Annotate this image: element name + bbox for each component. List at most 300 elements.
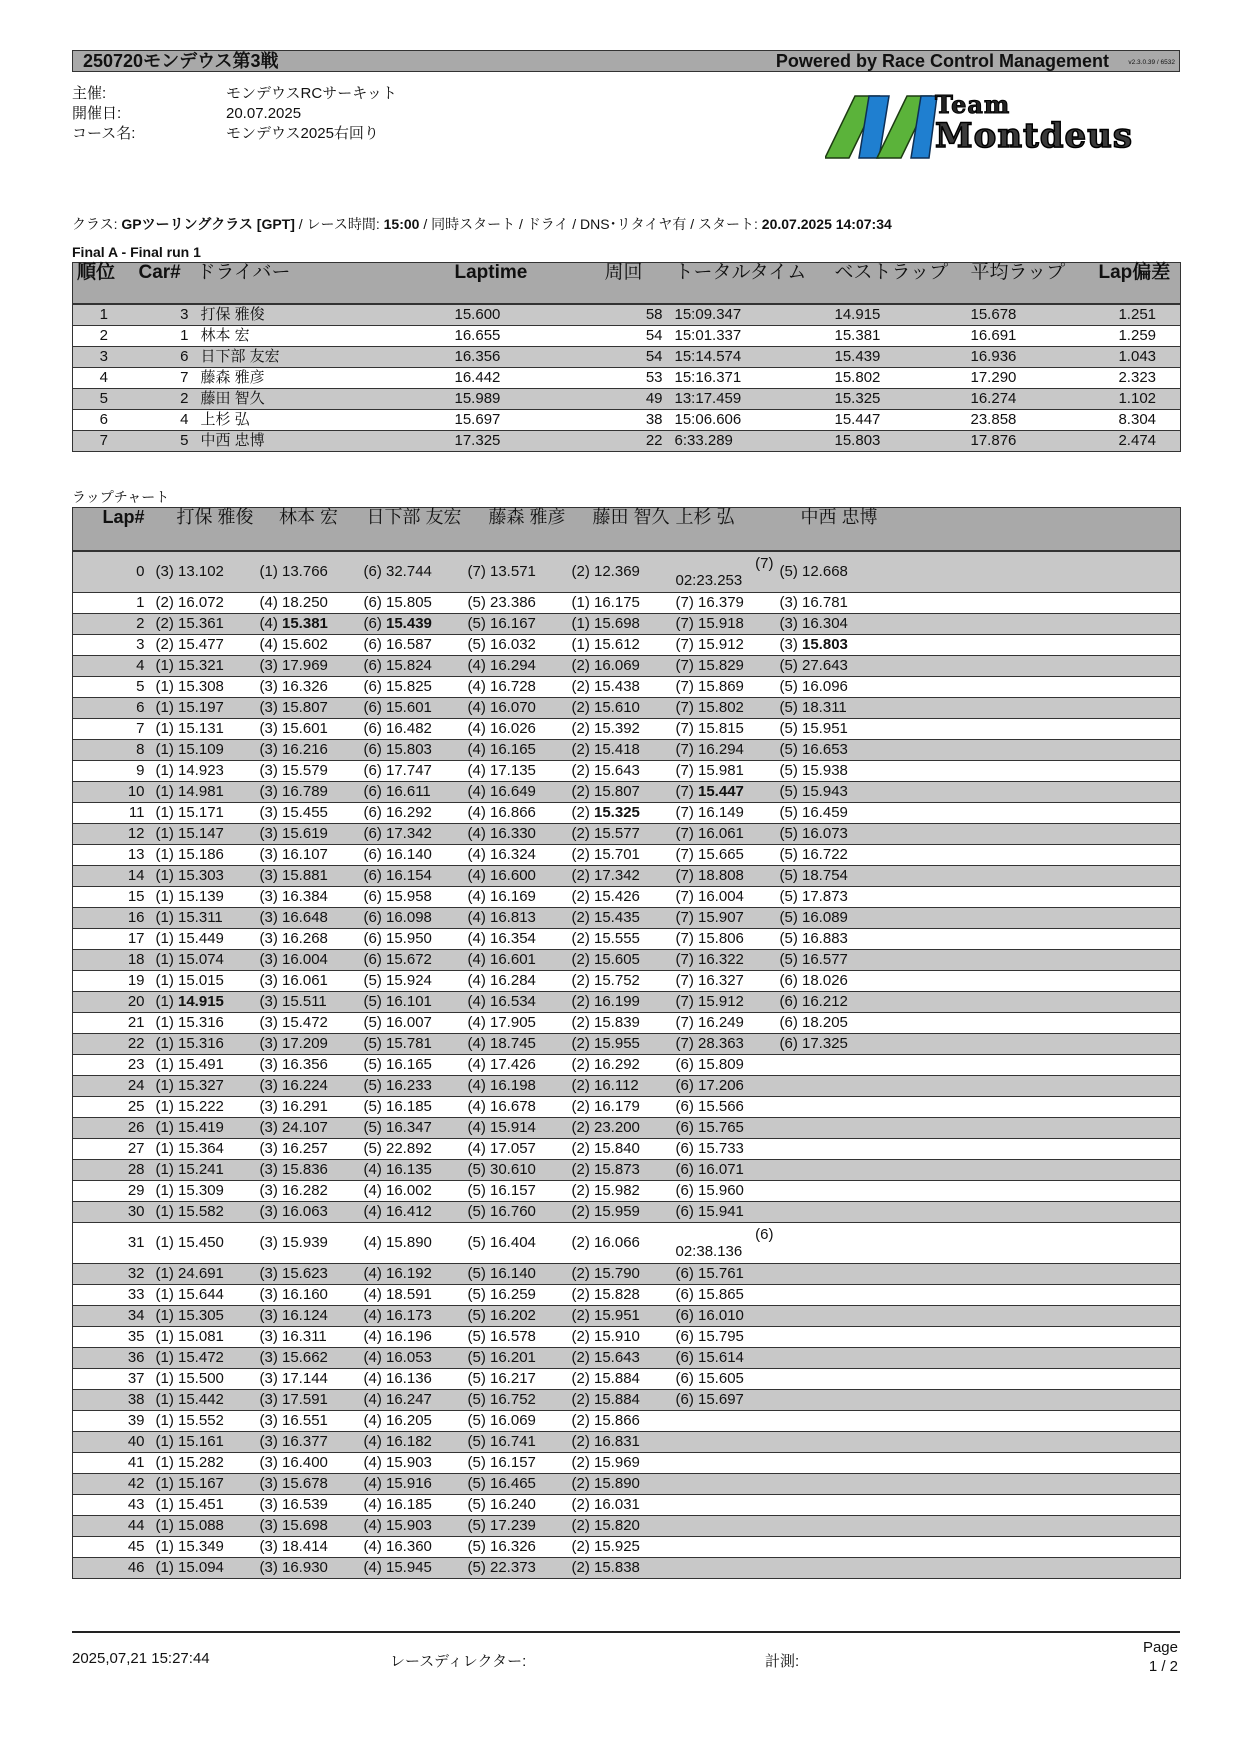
lap-time-cell: (1) 15.305	[153, 1306, 257, 1327]
lap-time-cell: (7) 15.912	[673, 992, 777, 1013]
lap-chart-table	[72, 507, 1181, 1579]
empty-cell	[981, 1516, 1081, 1537]
lap-time-cell: (2) 15.951	[569, 1306, 673, 1327]
lap-number-cell: 45	[73, 1537, 153, 1558]
lap-time-cell: (2) 15.643	[569, 1348, 673, 1369]
position-in-lap: (3)	[779, 636, 802, 653]
best-lap-time: 15.803	[802, 636, 848, 653]
lap-row	[73, 1537, 1181, 1558]
lap-time-cell: (4) 16.053	[361, 1348, 465, 1369]
empty-cell	[1081, 950, 1181, 971]
lap-time-cell	[673, 551, 777, 593]
empty-cell	[981, 1411, 1081, 1432]
empty-cell	[881, 1495, 981, 1516]
lap-time-cell: (5) 16.653	[777, 740, 881, 761]
lap-time-cell	[777, 1474, 881, 1495]
lap-time-cell	[673, 1411, 777, 1432]
lap-time-cell: (1) 24.691	[153, 1264, 257, 1285]
position-in-lap: (6)	[363, 615, 386, 632]
empty-cell	[881, 1474, 981, 1495]
lap-time-cell: (1) 15.698	[569, 614, 673, 635]
lap-time-cell: (1) 15.450	[153, 1223, 257, 1264]
empty-cell	[881, 719, 981, 740]
lap-time-cell: (3) 16.124	[257, 1306, 361, 1327]
printed-timestamp: 2025,07,21 15:27:44	[72, 1650, 210, 1667]
lap-time-cell: (4) 16.185	[361, 1495, 465, 1516]
event-title: 250720モンデウス第3戦	[83, 51, 279, 71]
lap-time-cell: (5) 16.217	[465, 1369, 569, 1390]
lap-time-cell: (4) 16.196	[361, 1327, 465, 1348]
empty-cell	[881, 866, 981, 887]
lap-row	[73, 761, 1181, 782]
info-course	[72, 124, 379, 143]
lap-time-cell: (5) 16.233	[361, 1076, 465, 1097]
results-row	[73, 368, 1181, 389]
lap-time-cell: (3) 16.539	[257, 1495, 361, 1516]
version-label: v2.3.0.39 / 6532	[1128, 59, 1175, 66]
lap-time-cell: (4) 16.649	[465, 782, 569, 803]
lap-number-cell: 1	[73, 593, 153, 614]
empty-cell	[981, 656, 1081, 677]
lap-row	[73, 614, 1181, 635]
col-deviation: Lap偏差	[1095, 263, 1181, 305]
empty-cell	[981, 824, 1081, 845]
lap-time-cell: (5) 18.311	[777, 698, 881, 719]
best-lap-cell: 15.439	[831, 347, 967, 368]
lap-row	[73, 1034, 1181, 1055]
empty-cell	[981, 1537, 1081, 1558]
lap-number-cell: 28	[73, 1160, 153, 1181]
lap-row	[73, 635, 1181, 656]
position-cell: 2	[73, 326, 135, 347]
lap-row	[73, 1285, 1181, 1306]
lap-time-cell: (6) 15.805	[361, 593, 465, 614]
lap-time-cell: (1) 15.282	[153, 1453, 257, 1474]
lap-time-cell: (1) 15.094	[153, 1558, 257, 1579]
lap-time-cell: (2) 16.831	[569, 1432, 673, 1453]
best-lap-cell: 15.803	[831, 431, 967, 452]
lap-time-cell	[777, 1516, 881, 1537]
lap-time-cell: (6) 16.154	[361, 866, 465, 887]
lap-time-cell: (3) 15.472	[257, 1013, 361, 1034]
empty-cell	[981, 1055, 1081, 1076]
lap-time-cell	[777, 1181, 881, 1202]
lap-time-cell: (2) 15.477	[153, 635, 257, 656]
lap-time-cell: (4) 16.070	[465, 698, 569, 719]
lap-number-cell: 11	[73, 803, 153, 824]
lap-time-cell: (4) 16.002	[361, 1181, 465, 1202]
empty-cell	[981, 1223, 1081, 1264]
lap-row	[73, 1327, 1181, 1348]
lap-time-cell	[777, 1432, 881, 1453]
lap-time-cell	[777, 1453, 881, 1474]
start-time: 20.07.2025 14:07:34	[761, 216, 892, 232]
total-time-cell: 15:16.371	[671, 368, 831, 389]
lap-time-cell: (4) 15.903	[361, 1453, 465, 1474]
lap-time-cell: (3) 16.304	[777, 614, 881, 635]
lap-time-cell: (1) 15.088	[153, 1516, 257, 1537]
lap-time-cell: (1) 15.222	[153, 1097, 257, 1118]
lap-time-cell: (3) 16.291	[257, 1097, 361, 1118]
lap-row	[73, 908, 1181, 929]
empty-cell	[1081, 656, 1181, 677]
empty-cell	[1081, 1411, 1181, 1432]
empty-cell	[881, 803, 981, 824]
lap-row	[73, 1013, 1181, 1034]
lap-row	[73, 1223, 1181, 1264]
lap-time-cell: (1) 15.419	[153, 1118, 257, 1139]
lap-time-cell: (2) 15.820	[569, 1516, 673, 1537]
empty-cell	[881, 1097, 981, 1118]
final-title: Final A - Final run 1	[72, 244, 201, 260]
lap-number-cell: 39	[73, 1411, 153, 1432]
laps-cell: 54	[601, 347, 671, 368]
lap-time-cell: (4) 16.198	[465, 1076, 569, 1097]
col-empty-3	[1081, 508, 1181, 552]
lap-time-cell: (6) 16.611	[361, 782, 465, 803]
total-time-cell: 15:06.606	[671, 410, 831, 431]
lap-time-cell: (6) 15.765	[673, 1118, 777, 1139]
col-empty-2	[981, 508, 1081, 552]
lap-time-cell: (1) 15.308	[153, 677, 257, 698]
lap-time-cell: (6) 15.614	[673, 1348, 777, 1369]
lap-row	[73, 866, 1181, 887]
lap-time-cell: (4) 16.813	[465, 908, 569, 929]
lap-time-cell: (2) 15.643	[569, 761, 673, 782]
empty-cell	[1081, 1558, 1181, 1579]
lap-time-cell: (4) 17.135	[465, 761, 569, 782]
results-header	[73, 263, 1181, 305]
lap-number-cell: 42	[73, 1474, 153, 1495]
laptime-cell: 15.697	[451, 410, 601, 431]
lap-time-cell: (5) 16.007	[361, 1013, 465, 1034]
lap-time-cell: (2) 16.112	[569, 1076, 673, 1097]
lap-row	[73, 845, 1181, 866]
lap-time-cell	[777, 1306, 881, 1327]
lap-time-cell: (2) 15.866	[569, 1411, 673, 1432]
lap-time-cell: (6) 17.342	[361, 824, 465, 845]
lap-row	[73, 1202, 1181, 1223]
lap-number-cell: 12	[73, 824, 153, 845]
empty-cell	[981, 887, 1081, 908]
average-lap-cell: 16.274	[967, 389, 1095, 410]
empty-cell	[981, 1118, 1081, 1139]
empty-cell	[881, 1411, 981, 1432]
lap-time-cell: (3) 16.377	[257, 1432, 361, 1453]
lap-time-cell: (3) 15.623	[257, 1264, 361, 1285]
lap-time-cell: (1) 15.472	[153, 1348, 257, 1369]
course-value: モンデウス2025右回り	[226, 125, 379, 142]
lap-row	[73, 1264, 1181, 1285]
empty-cell	[881, 887, 981, 908]
lap-time-cell	[777, 1537, 881, 1558]
lap-time-cell: (2) 15.555	[569, 929, 673, 950]
lap-time-cell: (4) 16.205	[361, 1411, 465, 1432]
empty-cell	[981, 1495, 1081, 1516]
lap-time-cell	[777, 1160, 881, 1181]
lap-time-cell	[777, 1369, 881, 1390]
laptime-cell: 15.989	[451, 389, 601, 410]
class-line	[72, 214, 892, 234]
lap-time-cell	[777, 1139, 881, 1160]
lap-time-cell: (4) 16.173	[361, 1306, 465, 1327]
lap-time-cell: (5) 16.157	[465, 1181, 569, 1202]
lap-time-cell	[673, 1558, 777, 1579]
lap-time-cell: (1) 15.186	[153, 845, 257, 866]
lap-time-cell: (3) 16.061	[257, 971, 361, 992]
col-best: ベストラップ	[831, 263, 967, 305]
date-label: 開催日:	[72, 105, 122, 122]
lap-time-cell: (5) 16.101	[361, 992, 465, 1013]
empty-cell	[981, 782, 1081, 803]
empty-cell	[881, 740, 981, 761]
lap-time-cell: (2) 15.807	[569, 782, 673, 803]
empty-cell	[881, 1285, 981, 1306]
empty-cell	[1081, 1223, 1181, 1264]
lap-number-cell: 19	[73, 971, 153, 992]
lap-time-cell: (2) 15.840	[569, 1139, 673, 1160]
empty-cell	[881, 845, 981, 866]
empty-cell	[881, 824, 981, 845]
lap-time-cell: (4) 15.916	[361, 1474, 465, 1495]
lap-time-cell: (7) 15.806	[673, 929, 777, 950]
lap-time-cell: (6) 15.605	[673, 1369, 777, 1390]
lap-time-cell: (5) 15.781	[361, 1034, 465, 1055]
lap-row	[73, 719, 1181, 740]
empty-cell	[881, 635, 981, 656]
lap-row	[73, 992, 1181, 1013]
lap-time-cell: (4) 16.354	[465, 929, 569, 950]
lap-row	[73, 1076, 1181, 1097]
empty-cell	[881, 1306, 981, 1327]
lap-time-cell: (1) 15.316	[153, 1034, 257, 1055]
lap-number-cell: 15	[73, 887, 153, 908]
best-lap-time: 15.447	[698, 783, 744, 800]
empty-cell	[981, 1306, 1081, 1327]
lap-time-cell: (7) 16.249	[673, 1013, 777, 1034]
lap-time-cell: (1) 15.139	[153, 887, 257, 908]
total-time-cell: 15:14.574	[671, 347, 831, 368]
best-lap-time: 14.915	[178, 993, 224, 1010]
lap-row	[73, 1369, 1181, 1390]
lap-time-cell: (3) 16.282	[257, 1181, 361, 1202]
empty-cell	[881, 1223, 981, 1264]
empty-cell	[1081, 803, 1181, 824]
empty-cell	[1081, 719, 1181, 740]
driver-cell: 打保 雅俊	[193, 304, 451, 326]
lap-time-cell: (7) 15.665	[673, 845, 777, 866]
lap-row	[73, 1516, 1181, 1537]
lap-number-cell: 2	[73, 614, 153, 635]
empty-cell	[1081, 1139, 1181, 1160]
empty-cell	[881, 1348, 981, 1369]
lap-time-cell: (7) 15.802	[673, 698, 777, 719]
lap-time-cell: (2) 15.873	[569, 1160, 673, 1181]
empty-cell	[1081, 1076, 1181, 1097]
position-in-lap: (4)	[259, 615, 282, 632]
lap-number-cell: 43	[73, 1495, 153, 1516]
empty-cell	[981, 1348, 1081, 1369]
lap-time-cell: (2) 15.361	[153, 614, 257, 635]
lap-time-cell: (6) 15.795	[673, 1327, 777, 1348]
lap-number-cell: 31	[73, 1223, 153, 1264]
title-bar	[72, 50, 1180, 72]
lap-time-cell: (4) 16.728	[465, 677, 569, 698]
lap-time-cell: (4) 16.412	[361, 1202, 465, 1223]
lap-time-cell	[673, 782, 777, 803]
empty-cell	[981, 803, 1081, 824]
empty-cell	[981, 950, 1081, 971]
driver-cell: 藤田 智久	[193, 389, 451, 410]
empty-cell	[881, 1558, 981, 1579]
lap-time-cell: (1) 15.081	[153, 1327, 257, 1348]
lap-row	[73, 1411, 1181, 1432]
results-row	[73, 304, 1181, 326]
lap-number-cell: 24	[73, 1076, 153, 1097]
lap-time-cell: (5) 16.578	[465, 1327, 569, 1348]
lap-row	[73, 887, 1181, 908]
results-row	[73, 410, 1181, 431]
laps-cell: 22	[601, 431, 671, 452]
lap-time-cell: (6) 15.960	[673, 1181, 777, 1202]
lap-chart-header	[73, 508, 1181, 552]
footer-divider	[72, 1631, 1180, 1633]
empty-cell	[881, 656, 981, 677]
position-in-lap: (1)	[155, 993, 178, 1010]
driver-cell: 日下部 友宏	[193, 347, 451, 368]
lap-time-cell: (7) 18.808	[673, 866, 777, 887]
lap-time-cell: (1) 16.175	[569, 593, 673, 614]
lap-time-cell: (5) 22.373	[465, 1558, 569, 1579]
position-cell: 1	[73, 304, 135, 326]
lap-time-cell: (1) 15.074	[153, 950, 257, 971]
lap-time-cell: (5) 17.239	[465, 1516, 569, 1537]
empty-cell	[1081, 1181, 1181, 1202]
lap-time-cell: (5) 15.924	[361, 971, 465, 992]
lap-time-cell: (1) 15.161	[153, 1432, 257, 1453]
lap-row	[73, 677, 1181, 698]
lap-time-cell: (5) 16.140	[465, 1264, 569, 1285]
lap-time-cell: (7) 16.149	[673, 803, 777, 824]
lap-time-cell: (7) 16.379	[673, 593, 777, 614]
empty-cell	[881, 1055, 981, 1076]
lap-time-cell: (2) 16.199	[569, 992, 673, 1013]
lap-time-cell: (2) 15.969	[569, 1453, 673, 1474]
empty-cell	[1081, 761, 1181, 782]
lap-time-cell: (4) 16.192	[361, 1264, 465, 1285]
lap-time-cell: (4) 16.169	[465, 887, 569, 908]
lap-time-cell: (4) 16.165	[465, 740, 569, 761]
lap-time-cell: (3) 13.102	[153, 551, 257, 593]
best-lap-time: 15.439	[386, 615, 432, 632]
car-number-cell: 3	[135, 304, 193, 326]
empty-cell	[1081, 1348, 1181, 1369]
lap-time-cell: (6) 18.205	[777, 1013, 881, 1034]
empty-cell	[1081, 1495, 1181, 1516]
lap-number-cell: 14	[73, 866, 153, 887]
lap-time-cell: (6) 15.761	[673, 1264, 777, 1285]
empty-cell	[1081, 845, 1181, 866]
total-time-cell: 13:17.459	[671, 389, 831, 410]
lap-row	[73, 1055, 1181, 1076]
lap-time-cell: (2) 15.426	[569, 887, 673, 908]
lap-time-cell: (5) 30.610	[465, 1160, 569, 1181]
lap-number-cell: 6	[73, 698, 153, 719]
lap-time-cell: (6) 15.733	[673, 1139, 777, 1160]
empty-cell	[881, 908, 981, 929]
lap-time-cell: (3) 17.144	[257, 1369, 361, 1390]
lap-time-cell: (2) 12.369	[569, 551, 673, 593]
col-laptime: Laptime	[451, 263, 601, 305]
empty-cell	[981, 908, 1081, 929]
lap-time-cell: (4) 16.135	[361, 1160, 465, 1181]
empty-cell	[1081, 593, 1181, 614]
best-lap-cell: 15.447	[831, 410, 967, 431]
lap-time-cell: (2) 16.292	[569, 1055, 673, 1076]
lap-time-cell: (3) 16.257	[257, 1139, 361, 1160]
lap-time-cell: (5) 12.668	[777, 551, 881, 593]
lap-row	[73, 1181, 1181, 1202]
results-row	[73, 389, 1181, 410]
lap-row	[73, 740, 1181, 761]
col-laps: 周回	[601, 263, 671, 305]
lap-time-cell: (5) 16.326	[465, 1537, 569, 1558]
empty-cell	[881, 971, 981, 992]
lap-time-cell: (5) 16.752	[465, 1390, 569, 1411]
lap-time-cell: (1) 15.316	[153, 1013, 257, 1034]
lap-time-cell: (4) 16.330	[465, 824, 569, 845]
lap-time-cell: (2) 15.790	[569, 1264, 673, 1285]
lap-time-cell: (6) 16.010	[673, 1306, 777, 1327]
deviation-cell: 1.251	[1095, 304, 1181, 326]
driver-cell: 中西 忠博	[193, 431, 451, 452]
lap-time-cell: (3) 15.662	[257, 1348, 361, 1369]
team-montdeus-logo	[825, 92, 1165, 162]
lap-time-cell: (5) 16.347	[361, 1118, 465, 1139]
empty-cell	[981, 1076, 1081, 1097]
lap-time-cell	[777, 1076, 881, 1097]
empty-cell	[1081, 1432, 1181, 1453]
lap-number-cell: 23	[73, 1055, 153, 1076]
empty-cell	[881, 1202, 981, 1223]
empty-cell	[981, 1034, 1081, 1055]
lap-time-cell: (3) 15.619	[257, 824, 361, 845]
info-organizer	[72, 84, 397, 103]
lap-time-cell	[673, 1537, 777, 1558]
lap-time-cell: (2) 15.910	[569, 1327, 673, 1348]
laptime-cell: 16.442	[451, 368, 601, 389]
position-cell: 7	[73, 431, 135, 452]
empty-cell	[1081, 782, 1181, 803]
lap-time-cell: (4) 17.426	[465, 1055, 569, 1076]
empty-cell	[981, 1558, 1081, 1579]
lap-time-cell: (3) 16.930	[257, 1558, 361, 1579]
lap-time-cell: (1) 15.612	[569, 635, 673, 656]
lap-number-cell: 40	[73, 1432, 153, 1453]
lap-time-cell: (4) 16.600	[465, 866, 569, 887]
lap-row	[73, 782, 1181, 803]
empty-cell	[981, 1139, 1081, 1160]
lap-time-cell: (5) 16.259	[465, 1285, 569, 1306]
lap-time-cell: (2) 15.605	[569, 950, 673, 971]
lap-time-cell: (5) 16.165	[361, 1055, 465, 1076]
lap-time-cell: (3) 16.004	[257, 950, 361, 971]
lap-time-cell: (5) 23.386	[465, 593, 569, 614]
empty-cell	[981, 740, 1081, 761]
lap-time-cell: (3) 16.551	[257, 1411, 361, 1432]
lap-time-cell: (2) 15.925	[569, 1537, 673, 1558]
lap-time-cell: (6) 17.206	[673, 1076, 777, 1097]
